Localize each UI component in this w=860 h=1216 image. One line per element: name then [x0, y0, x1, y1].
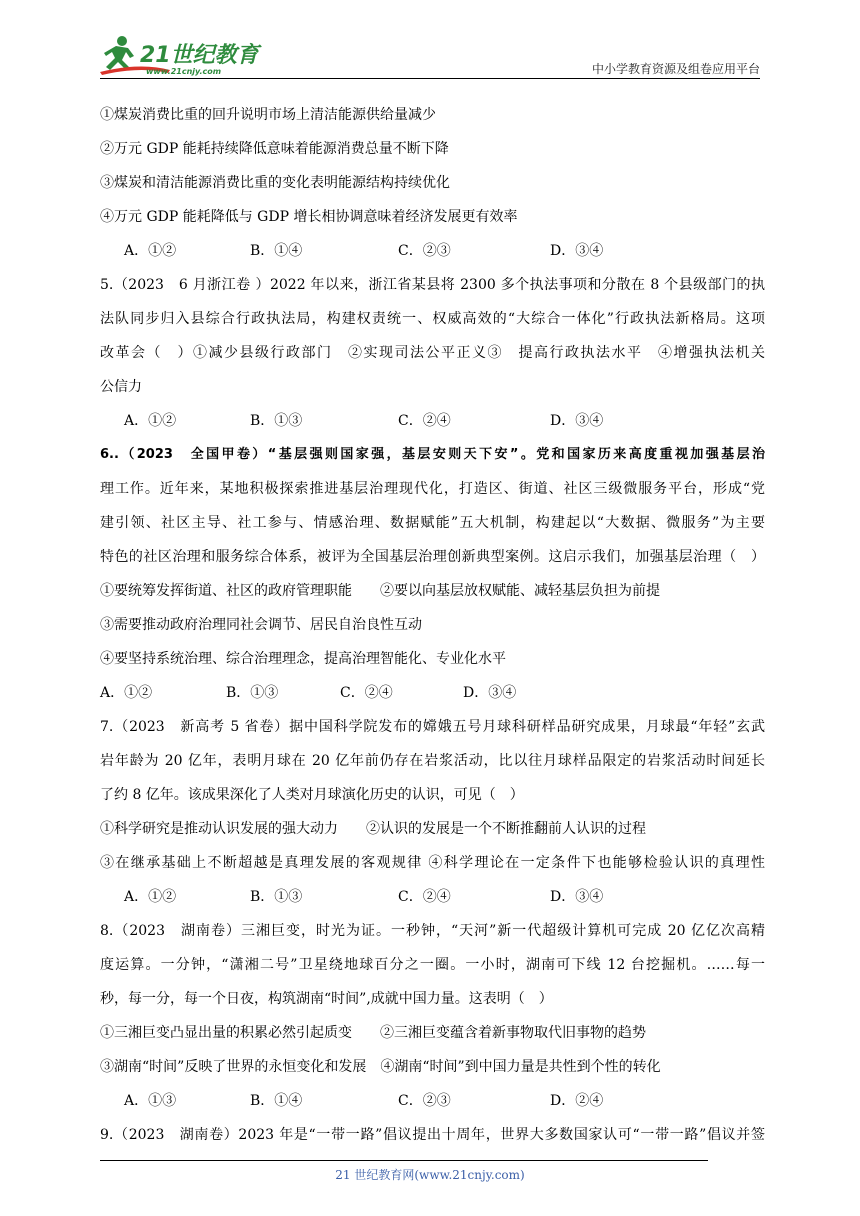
logo-text: 21世纪教育: [140, 43, 259, 68]
answer-option[interactable]: A．①②: [124, 413, 177, 429]
text-line: ④万元 GDP 能耗降低与 GDP 增长相协调意味着经济发展更有效率: [100, 209, 518, 225]
text-line: 理工作。近年来，某地积极探索推进基层治理现代化，打造区、街道、社区三级微服务平台，形成“党: [100, 481, 765, 497]
text-line: 秒，每一分，每一个日夜，构筑湖南“时间”,成就中国力量。这表明（ ）: [100, 991, 553, 1007]
answer-options: [100, 234, 765, 268]
logo-url: www.21cnjy.com: [146, 67, 222, 76]
answer-option[interactable]: A．①②: [100, 685, 153, 701]
answer-option[interactable]: A．①②: [124, 243, 177, 259]
answer-option[interactable]: B．①④: [250, 1093, 303, 1109]
answer-option[interactable]: D．③④: [550, 243, 604, 259]
text-line: 建引领、社区主导、社工参与、情感治理、数据赋能”五大机制，构建起以“大数据、微服务”为主要: [100, 515, 765, 531]
answer-options: [100, 1084, 765, 1118]
answer-option[interactable]: A．①③: [124, 1093, 177, 1109]
answer-option[interactable]: D．③④: [550, 413, 604, 429]
answer-option[interactable]: C．②④: [398, 413, 451, 429]
text-line: 度运算。一分钟，“潇湘二号”卫星绕地球百分之一圈。一小时，湖南可下线 12 台挖掘机。……每一: [100, 957, 765, 973]
text-line: 改革会（ ）①减少县级行政部门 ②实现司法公平正义③ 提高行政执法水平 ④增强执法机关: [100, 345, 765, 361]
question-content: [100, 98, 765, 1152]
footer-rule: [100, 1160, 708, 1161]
answer-option[interactable]: C．②③: [398, 1093, 451, 1109]
text-line: ③煤炭和清洁能源消费比重的变化表明能源结构持续优化: [100, 175, 450, 191]
logo-graphic: [100, 32, 270, 78]
answer-options: [100, 880, 765, 914]
text-line: ①煤炭消费比重的回升说明市场上清洁能源供给量减少: [100, 107, 436, 123]
answer-option[interactable]: B．①③: [226, 685, 279, 701]
answer-option[interactable]: A．①②: [124, 889, 177, 905]
text-line: 特色的社区治理和服务综合体系，被评为全国基层治理创新典型案例。这启示我们，加强基层治理（ ）: [100, 549, 765, 565]
answer-option[interactable]: D．③④: [550, 889, 604, 905]
answer-option[interactable]: C．②④: [398, 889, 451, 905]
text-line: 5.（2023 6 月浙江卷 ）2022 年以来，浙江省某县将 2300 多个执法事项和分散在 8 个县级部门的执: [100, 277, 765, 293]
text-line: ①三湘巨变凸显出量的积累必然引起质变 ②三湘巨变蕴含着新事物取代旧事物的趋势: [100, 1025, 646, 1041]
text-line: ③湖南“时间”反映了世界的永恒变化和发展 ④湖南“时间”到中国力量是共性到个性的转化: [100, 1059, 661, 1075]
footer-source[interactable]: 21 世纪教育网(www.21cnjy.com): [335, 1168, 525, 1182]
answer-option[interactable]: D．③④: [463, 685, 517, 701]
text-line: ③需要推动政府治理同社会调节、居民自治良性互动: [100, 617, 422, 633]
text-line: 6..（2023 全国甲卷）“基层强则国家强，基层安则天下安”。党和国家历来高度重视加强基层治: [100, 447, 765, 462]
text-line: ④要坚持系统治理、综合治理理念，提高治理智能化、专业化水平: [100, 651, 506, 667]
answer-option[interactable]: B．①④: [250, 243, 303, 259]
text-line: 公信力: [100, 379, 142, 395]
answer-options: [100, 404, 765, 438]
platform-name: 中小学教育资源及组卷应用平台: [591, 62, 760, 76]
text-line: ①要统筹发挥街道、社区的政府管理职能 ②要以向基层放权赋能、减轻基层负担为前提: [100, 583, 660, 599]
text-line: 9.（2023 湖南卷）2023 年是“一带一路”倡议提出十周年，世界大多数国家认可“一带一路”倡议并签: [100, 1127, 765, 1143]
answer-option[interactable]: B．①③: [250, 889, 303, 905]
answer-option[interactable]: C．②③: [398, 243, 451, 259]
answer-option[interactable]: D．②④: [550, 1093, 604, 1109]
answer-options: [100, 676, 765, 710]
answer-option[interactable]: B．①③: [250, 413, 303, 429]
header-rule: [100, 78, 760, 79]
text-line: 8.（2023 湖南卷）三湘巨变，时光为证。一秒钟，“天河”新一代超级计算机可完成 20 亿亿次高精: [100, 923, 765, 939]
text-line: ②万元 GDP 能耗持续降低意味着能源消费总量不断下降: [100, 141, 449, 157]
text-line: 了约 8 亿年。该成果深化了人类对月球演化历史的认识，可见（ ）: [100, 787, 524, 803]
site-logo[interactable]: [100, 32, 270, 78]
page-header: [0, 0, 860, 82]
text-line: ①科学研究是推动认识发展的强大动力 ②认识的发展是一个不断推翻前人认识的过程: [100, 821, 646, 837]
answer-option[interactable]: C．②④: [340, 685, 393, 701]
text-line: 法队同步归入县综合行政执法局，构建权责统一、权威高效的“大综合一体化”行政执法新格局。这项: [100, 311, 765, 327]
text-line: ③在继承基础上不断超越是真理发展的客观规律 ④科学理论在一定条件下也能够检验认识的真理性: [100, 855, 765, 871]
text-line: 7.（2023 新高考 5 省卷）据中国科学院发布的嫦娥五号月球科研样品研究成果，月球最“年轻”玄武: [100, 719, 765, 735]
text-line: 岩年龄为 20 亿年，表明月球在 20 亿年前仍存在岩浆活动，比以往月球样品限定的岩浆活动时间延长: [100, 753, 765, 769]
